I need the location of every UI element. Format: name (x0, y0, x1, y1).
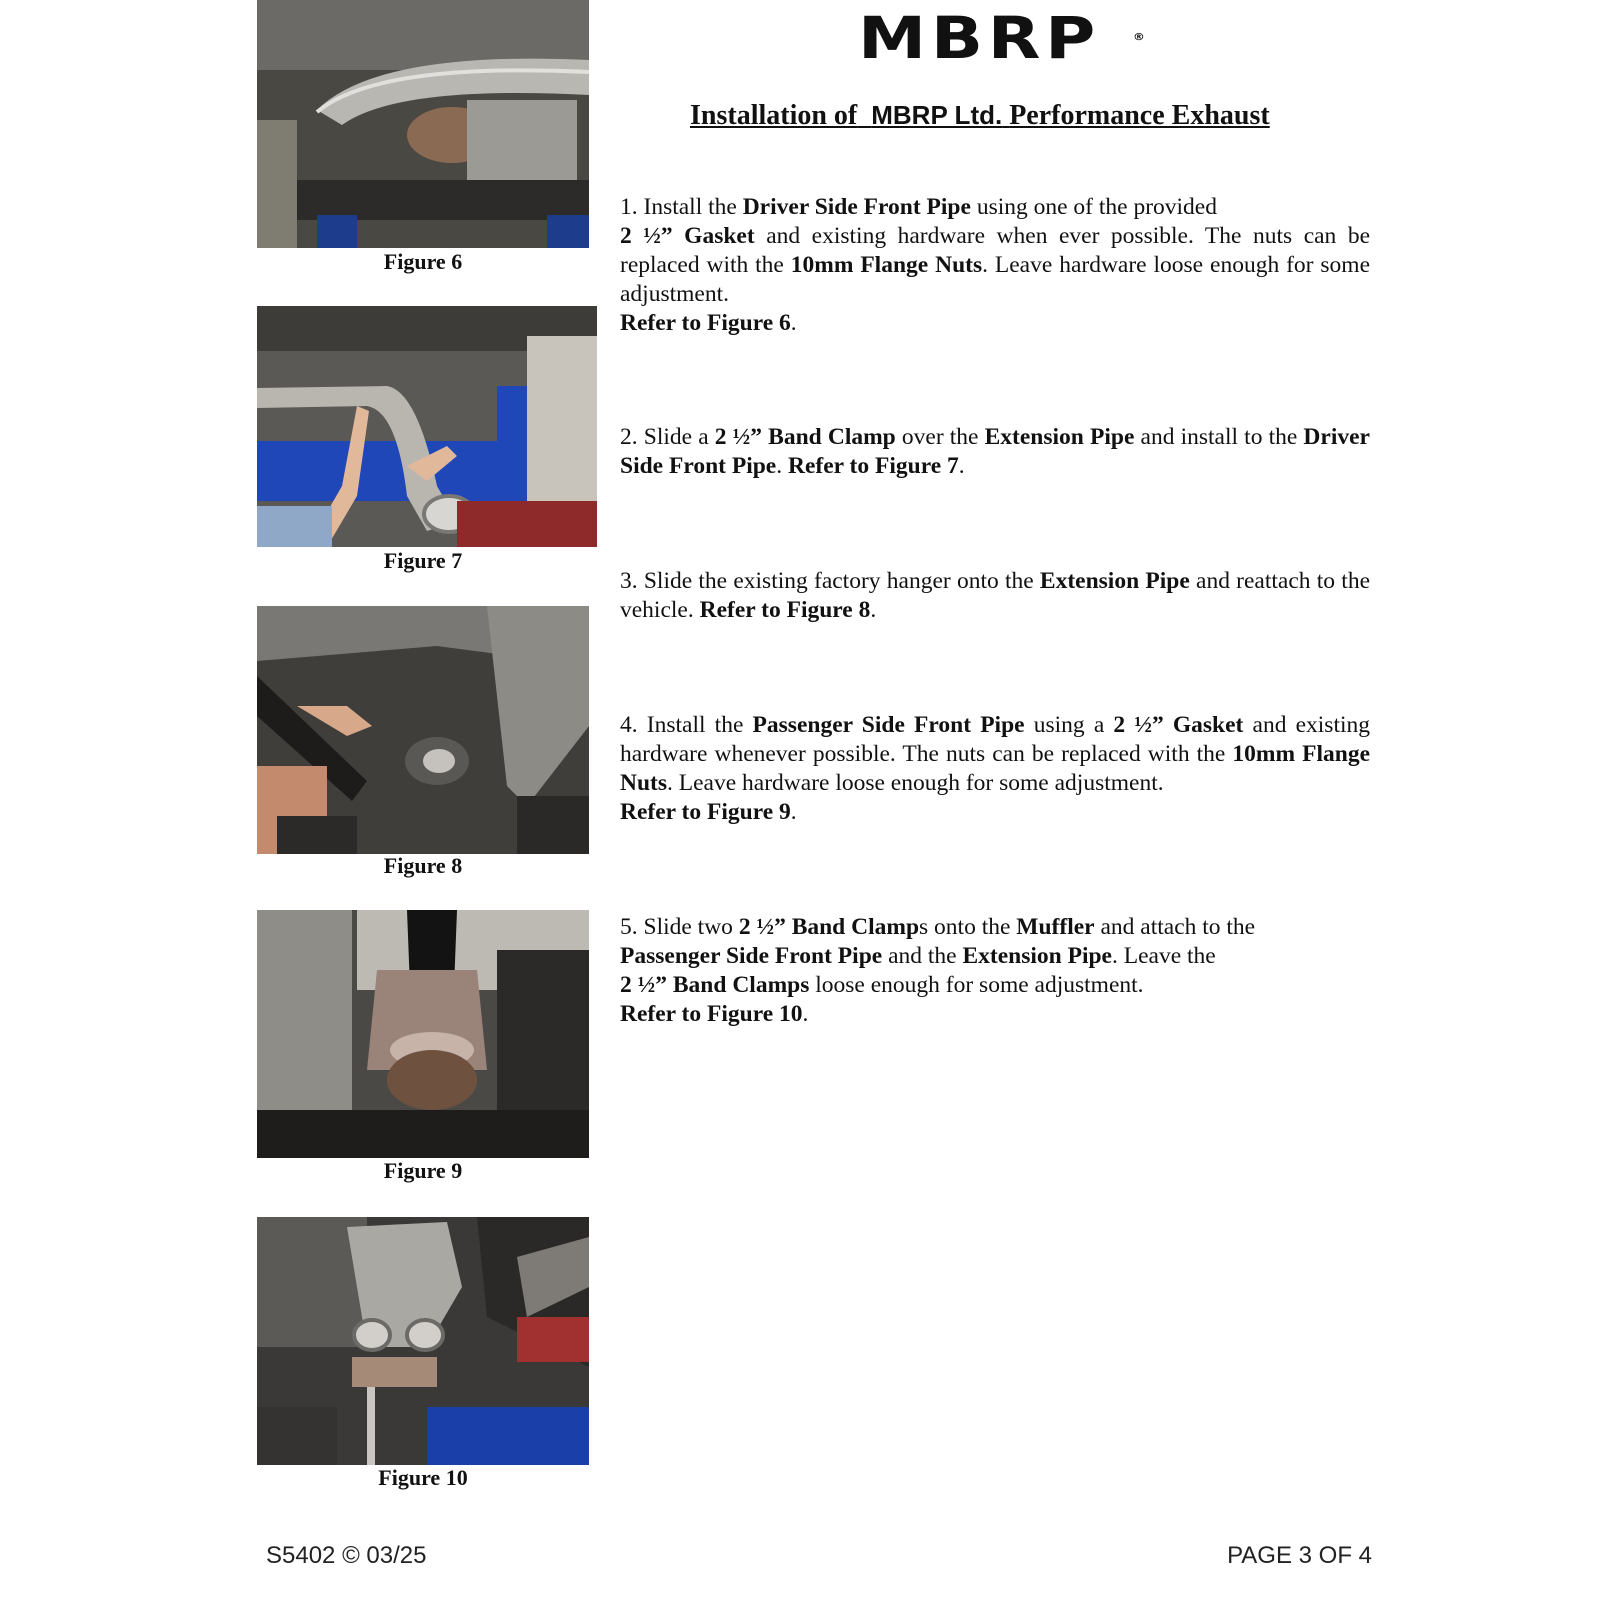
figure-9-photo (257, 910, 589, 1158)
logo-text: MBRP (858, 4, 1101, 72)
mbrp-logo (858, 4, 1150, 72)
figure-10-photo (257, 1217, 589, 1465)
step-4-text: 4. Install the Passenger Side Front Pipe using a 2 ½” Gasket and existing hardware whenever possible. The nuts can be replaced with the 10mm Flange Nuts. Leave hardware loose enough for some adjustment. Refer to Figure 9. (620, 712, 1371, 825)
figure-10-caption: Figure 10 (378, 1465, 468, 1490)
step-3-text: 3. Slide the existing factory hanger onto the Extension Pipe and reattach to the vehicle. Refer to Figure 8. (620, 568, 1370, 623)
figure-7-photo (257, 306, 597, 547)
figure-8-caption: Figure 8 (383, 853, 463, 878)
document-code: S5402 © 03/25 (266, 1542, 427, 1569)
figure-7-caption: Figure 7 (383, 548, 463, 573)
registered-mark: ® (1133, 32, 1150, 43)
page-number: PAGE 3 OF 4 (1227, 1542, 1372, 1569)
figure-6-photo (257, 0, 589, 248)
step-1-text: 1. Install the Driver Side Front Pipe using one of the provided 2 ½” Gasket and existing hardware when ever possible. The nuts can be replaced with the 10mm Flange Nuts. Leave hardware loose enough for some adjustment. Refer to Figure 6. (620, 194, 1371, 336)
figure-6-caption: Figure 6 (383, 249, 463, 274)
step-5-text: 5. Slide two 2 ½” Band Clamps onto the Muffler and attach to the Passenger Side Front Pipe and the Extension Pipe. Leave the 2 ½” Band Clamps loose enough for some adjustment. Refer to Figure 10. (620, 914, 1256, 1027)
figure-9-caption: Figure 9 (383, 1158, 463, 1183)
document-title: Installation of MBRP Ltd. Performance Exhaust (690, 100, 1270, 131)
step-2-text: 2. Slide a 2 ½” Band Clamp over the Extension Pipe and install to the Driver Side Front Pipe. Refer to Figure 7. (620, 424, 1370, 479)
figure-8-photo (257, 606, 589, 854)
